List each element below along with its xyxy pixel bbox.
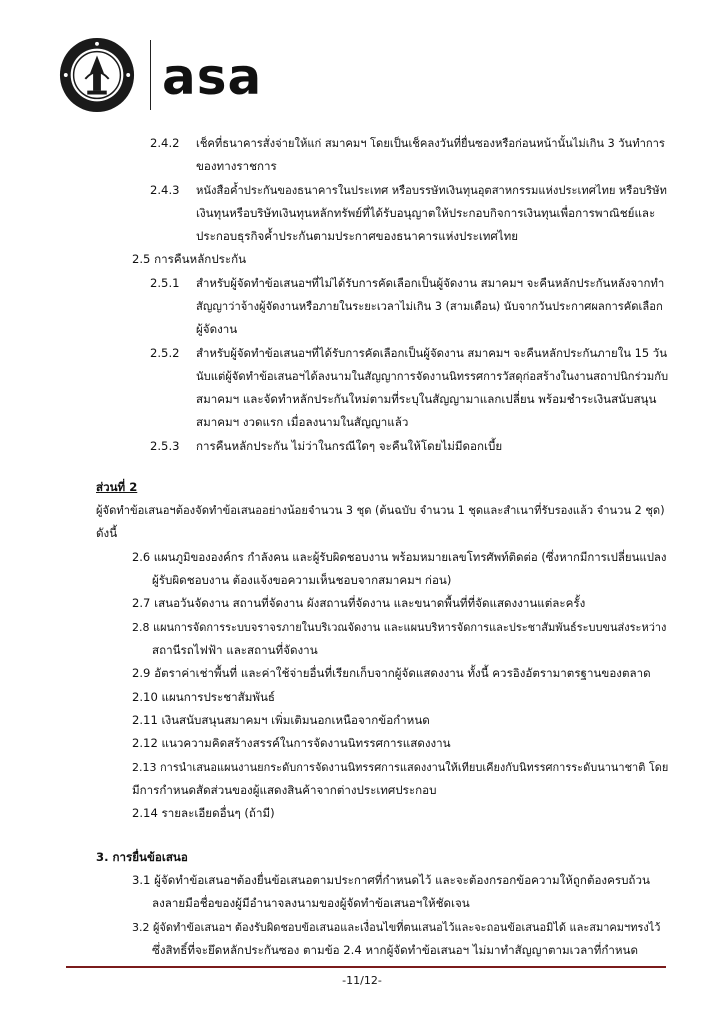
part-heading: ส่วนที่ 2 <box>96 480 138 494</box>
paragraph-line: ผู้จัดงาน <box>196 322 238 336</box>
list-item-cont: ลงลายมือชื่อของผู้มีอำนาจลงนามของผู้จัดทำข้อเสนอฯให้ชัดเจน <box>152 896 470 910</box>
list-item-cont: ซึ่งสิทธิ์ที่จะยึดหลักประกันซอง ตามข้อ 2.4 หากผู้จัดทำข้อเสนอฯ ไม่มาทำสัญญาตามเวลาที่กำหนด <box>152 943 639 957</box>
paragraph-line: สมาคมฯ และจัดทำหลักประกันใหม่ตามที่ระบุในสัญญามาแลกเปลี่ยน พร้อมชำระเงินสนับสนุน <box>196 392 657 406</box>
paragraph-line: การคืนหลักประกัน ไม่ว่าในกรณีใดๆ จะคืนให้โดยไม่มีดอกเบี้ย <box>196 439 503 453</box>
paragraph-line: สมาคมฯ งวดแรก เมื่อลงนามในสัญญาแล้ว <box>196 415 409 429</box>
paragraph-line: สัญญาว่าจ้างผู้จัดงานหรือภายในระยะเวลาไม่เกิน 3 (สามเดือน) นับจากวันประกาศผลการคัดเลือก <box>196 300 663 313</box>
asa-wordmark: asa <box>162 48 263 106</box>
list-item: 2.9 อัตราค่าเช่าพื้นที่ และค่าใช้จ่ายอื่นที่เรียกเก็บจากผู้จัดแสดงงาน ทั้งนี้ ควรอิงอัตรามาตรฐานของตลาด <box>132 666 651 680</box>
section-heading: 2.5 การคืนหลักประกัน <box>132 252 247 266</box>
paragraph-line: นับแต่ผู้จัดทำข้อเสนอฯได้ลงนามในสัญญาการจัดงานนิทรรศการวัสดุก่อสร้างในงานสถาปนิกร่วมกับ <box>196 370 669 383</box>
item-number: 2.5.3 <box>150 439 180 453</box>
list-item-cont: มีการกำหนดสัดส่วนของผู้แสดงสินค้าจากต่างประเทศประกอบ <box>132 783 437 797</box>
section-heading: 3. การยื่นข้อเสนอ <box>96 850 188 864</box>
paragraph-line: เช็คที่ธนาคารสั่งจ่ายให้แก่ สมาคมฯ โดยเป็นเช็คลงวันที่ยื่นซองหรือก่อนหน้านั้นไม่เกิน 3 วันทำการ <box>196 137 665 150</box>
paragraph-line: สำหรับผู้จัดทำข้อเสนอฯที่ได้รับการคัดเลือกเป็นผู้จัดงาน สมาคมฯ จะคืนหลักประกันภายใน 15 วัน <box>196 346 667 360</box>
list-item: 2.14 รายละเอียดอื่นๆ (ถ้ามี) <box>132 806 275 820</box>
page-number: -11/12- <box>342 974 382 987</box>
list-item: 3.1 ผู้จัดทำข้อเสนอฯต้องยื่นข้อเสนอตามประกาศที่กำหนดไว้ และจะต้องกรอกข้อความให้ถูกต้องครบถ้วน <box>132 873 650 887</box>
list-item: 3.2 ผู้จัดทำข้อเสนอฯ ต้องรับผิดชอบข้อเสนอและเงื่อนไขที่ตนเสนอไว้และจะถอนข้อเสนอมิได้ และสมาคมฯทรงไว้ <box>132 921 661 934</box>
list-item: 2.11 เงินสนับสนุนสมาคมฯ เพิ่มเติมนอกเหนือจากข้อกำหนด <box>132 713 430 727</box>
item-number: 2.4.2 <box>150 136 180 150</box>
item-number: 2.5.1 <box>150 276 180 290</box>
paragraph-line: หนังสือค้ำประกันของธนาคารในประเทศ หรือบรรษัทเงินทุนอุตสาหกรรมแห่งประเทศไทย หรือบริษัท <box>196 184 667 197</box>
item-number: 2.5.2 <box>150 346 180 360</box>
list-item: 2.13 การนำเสนอแผนงานยกระดับการจัดงานนิทรรศการแสดงงานให้เทียบเคียงกับนิทรรศการระดับนานาชาติ โดย <box>132 761 669 774</box>
footer-rule <box>66 966 666 968</box>
list-item-cont: ผู้รับผิดชอบงาน ต้องแจ้งขอความเห็นชอบจากสมาคมฯ ก่อน) <box>152 573 452 587</box>
paragraph-line: ของทางราชการ <box>196 159 277 173</box>
list-item: 2.10 แผนการประชาสัมพันธ์ <box>132 690 276 704</box>
list-item: 2.12 แนวความคิดสร้างสรรค์ในการจัดงานนิทรรศการแสดงงาน <box>132 736 451 750</box>
list-item: 2.7 เสนอวันจัดงาน สถานที่จัดงาน ผังสถานที่จัดงาน และขนาดพื้นที่ที่จัดแสดงงานแต่ละครั้ง <box>132 596 586 610</box>
paragraph-line: ประกอบธุรกิจค้ำประกันตามประกาศของธนาคารแห่งประเทศไทย <box>196 229 519 243</box>
paragraph-line: สำหรับผู้จัดทำข้อเสนอฯที่ไม่ได้รับการคัดเลือกเป็นผู้จัดงาน สมาคมฯ จะคืนหลักประกันหลังจากทำ <box>196 276 665 290</box>
list-item: 2.8 แผนการจัดการระบบจราจรภายในบริเวณจัดงาน และแผนบริหารจัดการและประชาสัมพันธ์ระบบขนส่งระหว่าง <box>132 621 667 634</box>
list-item-cont: สถานีรถไฟฟ้า และสถานที่จัดงาน <box>152 643 318 657</box>
list-item: 2.6 แผนภูมิขององค์กร กำลังคน และผู้รับผิดชอบงาน พร้อมหมายเลขโทรศัพท์ติดต่อ (ซึ่งหากมีการเปลี่ยนแปลง <box>132 550 667 564</box>
paragraph-line: ผู้จัดทำข้อเสนอฯต้องจัดทำข้อเสนออย่างน้อยจำนวน 3 ชุด (ต้นฉบับ จำนวน 1 ชุดและสำเนาที่รับรองแล้ว จำนวน 2 ชุด) <box>96 504 665 517</box>
paragraph-line: ดังนี้ <box>96 526 118 540</box>
paragraph-line: เงินทุนหรือบริษัทเงินทุนหลักทรัพย์ที่ได้รับอนุญาตให้ประกอบกิจการเงินทุนเพื่อการพาณิชย์และ <box>196 206 656 220</box>
item-number: 2.4.3 <box>150 183 180 197</box>
